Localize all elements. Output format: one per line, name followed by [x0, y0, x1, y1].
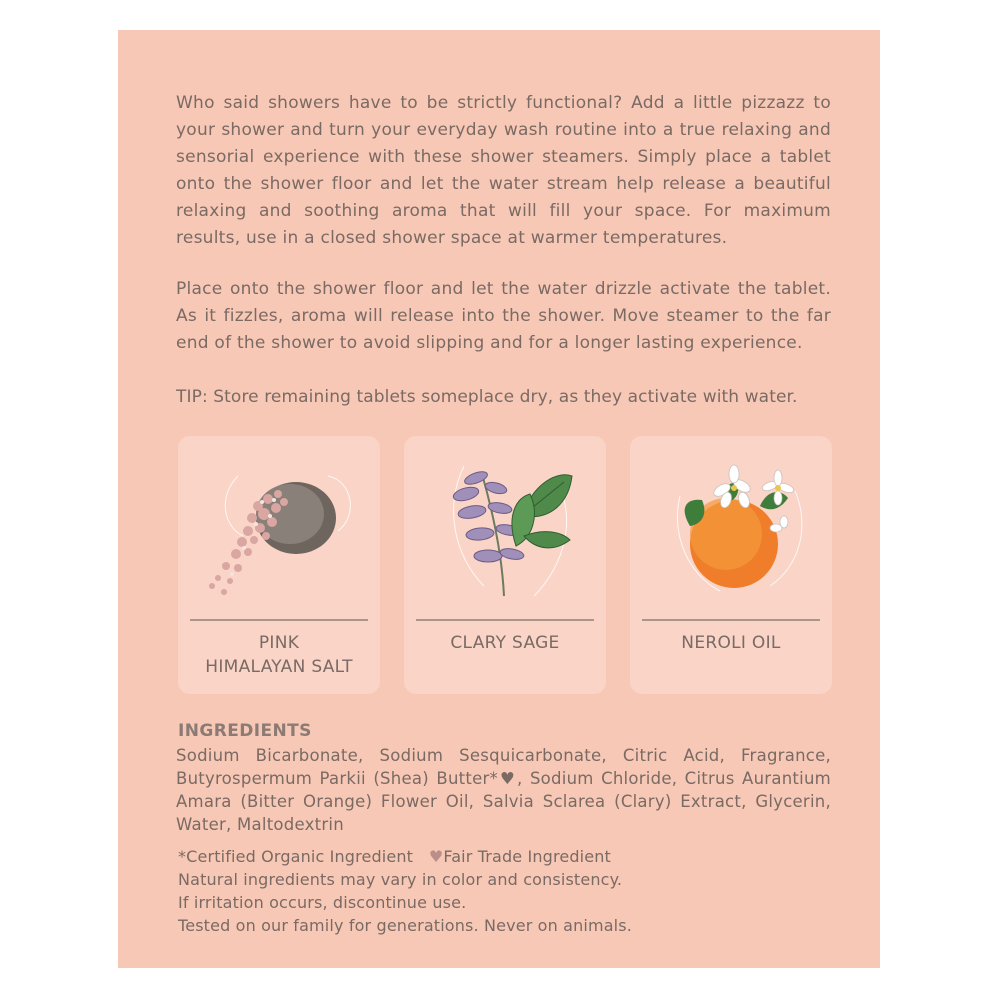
card-label: CLARY SAGE — [450, 633, 560, 653]
heart-icon: ♥ — [428, 847, 444, 866]
animal-testing-note: Tested on our family for generations. Never on animals. — [178, 916, 632, 935]
irritation-warning: If irritation occurs, discontinue use. — [178, 893, 467, 912]
card-divider — [416, 619, 594, 621]
orange-blossom-icon — [630, 436, 832, 616]
natural-variation-note: Natural ingredients may vary in color and consistency. — [178, 870, 623, 889]
usage-directions: Place onto the shower floor and let the water drizzle activate the tablet. As it fizzles, aroma will release into the shower. Move steamer to the far end of the shower to avoid slipping and for a longer lasting experience. — [176, 279, 831, 353]
product-description: Who said showers have to be strictly functional? Add a little pizzazz to your shower and turn your everyday wash routine into a true relaxing and sensorial experience with these shower steamers. Simply place a tablet onto the shower floor and let the water stream help release a beautiful relaxing and soothing aroma that will fill your space. For maximum results, use in a closed shower space at warmer temperatures. — [176, 93, 831, 248]
ingredient-card-neroli — [630, 436, 832, 694]
storage-tip: TIP: Store remaining tablets someplace dry, as they activate with water. — [176, 387, 798, 407]
ingredient-notes — [178, 845, 838, 937]
card-label: NEROLI OIL — [681, 633, 781, 653]
ingredient-card-salt — [178, 436, 380, 694]
card-divider — [190, 619, 368, 621]
ingredients-list: Sodium Bicarbonate, Sodium Sesquicarbonate, Citric Acid, Fragrance, Butyrospermum Parkii (Shea) Butter*♥, Sodium Chloride, Citrus Aurantium Amara (Bitter Orange) Flower Oil, Salvia Sclarea (Clary) Extract, Glycerin, Water, Maltodextrin — [176, 746, 831, 834]
salt-bowl-icon — [178, 436, 380, 616]
card-label: PINK HIMALAYAN SALT — [205, 633, 353, 677]
ingredients-heading: INGREDIENTS — [178, 721, 312, 741]
sage-plant-icon — [404, 436, 606, 616]
ingredient-card-sage — [404, 436, 606, 694]
certification-line: *Certified Organic Ingredient ♥Fair Trade Ingredient — [178, 847, 611, 866]
card-divider — [642, 619, 820, 621]
